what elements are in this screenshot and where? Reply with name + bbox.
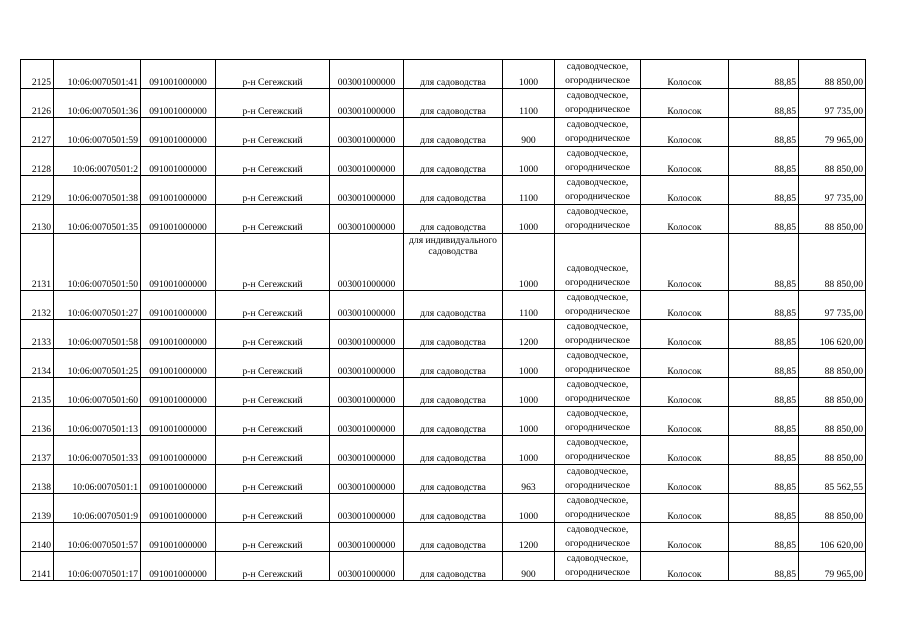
land-category-cell: садоводческое, огородническое	[555, 523, 641, 552]
specific-value-cell: 88,85	[729, 234, 799, 291]
oktmo-code-cell: 003001000000	[330, 494, 404, 523]
land-use-purpose-cell: для садоводства	[404, 176, 503, 205]
land-category-cell: садоводческое, огородническое	[555, 118, 641, 147]
cadastral-number-cell: 10:06:0070501:60	[54, 378, 141, 407]
area-cell: 1000	[503, 234, 555, 291]
row-number-cell: 2139	[21, 494, 54, 523]
row-number-cell: 2140	[21, 523, 54, 552]
row-number-cell: 2136	[21, 407, 54, 436]
okato-code-cell: 091001000000	[141, 378, 216, 407]
area-cell: 900	[503, 118, 555, 147]
land-category-cell: садоводческое, огородническое	[555, 552, 641, 581]
row-number-cell: 2130	[21, 205, 54, 234]
district-cell: р-н Сегежский	[216, 494, 330, 523]
cadastral-value-cell: 97 735,00	[799, 89, 866, 118]
land-use-purpose-cell: для садоводства	[404, 494, 503, 523]
cadastral-value-cell: 97 735,00	[799, 176, 866, 205]
cadastral-number-cell: 10:06:0070501:2	[54, 147, 141, 176]
cadastral-number-cell: 10:06:0070501:9	[54, 494, 141, 523]
district-cell: р-н Сегежский	[216, 523, 330, 552]
land-category-cell: садоводческое, огородническое	[555, 349, 641, 378]
okato-code-cell: 091001000000	[141, 349, 216, 378]
row-number-cell: 2126	[21, 89, 54, 118]
land-use-purpose-cell: для садоводства	[404, 205, 503, 234]
land-use-purpose-cell: для садоводства	[404, 523, 503, 552]
row-number-cell: 2137	[21, 436, 54, 465]
row-number-cell: 2134	[21, 349, 54, 378]
oktmo-code-cell: 003001000000	[330, 291, 404, 320]
table-row	[21, 523, 866, 552]
specific-value-cell: 88,85	[729, 60, 799, 89]
land-category-cell: садоводческое, огородническое	[555, 89, 641, 118]
specific-value-cell: 88,85	[729, 552, 799, 581]
cadastral-value-cell: 88 850,00	[799, 234, 866, 291]
specific-value-cell: 88,85	[729, 465, 799, 494]
area-cell: 900	[503, 552, 555, 581]
area-cell: 1000	[503, 494, 555, 523]
okato-code-cell: 091001000000	[141, 407, 216, 436]
oktmo-code-cell: 003001000000	[330, 60, 404, 89]
land-category-cell: садоводческое, огородническое	[555, 494, 641, 523]
area-cell: 1200	[503, 320, 555, 349]
oktmo-code-cell: 003001000000	[330, 320, 404, 349]
cadastral-number-cell: 10:06:0070501:25	[54, 349, 141, 378]
cadastral-number-cell: 10:06:0070501:38	[54, 176, 141, 205]
settlement-cell: Колосок	[641, 552, 729, 581]
okato-code-cell: 091001000000	[141, 118, 216, 147]
okato-code-cell: 091001000000	[141, 552, 216, 581]
land-category-cell: садоводческое, огородническое	[555, 378, 641, 407]
specific-value-cell: 88,85	[729, 320, 799, 349]
cadastral-number-cell: 10:06:0070501:17	[54, 552, 141, 581]
oktmo-code-cell: 003001000000	[330, 89, 404, 118]
land-use-purpose-cell: для садоводства	[404, 89, 503, 118]
okato-code-cell: 091001000000	[141, 234, 216, 291]
land-use-purpose-cell: для садоводства	[404, 349, 503, 378]
land-category-cell: садоводческое, огородническое	[555, 176, 641, 205]
okato-code-cell: 091001000000	[141, 494, 216, 523]
district-cell: р-н Сегежский	[216, 147, 330, 176]
cadastral-value-cell: 106 620,00	[799, 523, 866, 552]
table-row	[21, 89, 866, 118]
area-cell: 1000	[503, 378, 555, 407]
land-use-purpose-cell: для садоводства	[404, 436, 503, 465]
cadastral-value-cell: 88 850,00	[799, 407, 866, 436]
row-number-cell: 2141	[21, 552, 54, 581]
row-number-cell: 2131	[21, 234, 54, 291]
oktmo-code-cell: 003001000000	[330, 234, 404, 291]
oktmo-code-cell: 003001000000	[330, 118, 404, 147]
land-category-cell: садоводческое, огородническое	[555, 436, 641, 465]
specific-value-cell: 88,85	[729, 147, 799, 176]
district-cell: р-н Сегежский	[216, 176, 330, 205]
table-row	[21, 407, 866, 436]
area-cell: 1000	[503, 349, 555, 378]
oktmo-code-cell: 003001000000	[330, 436, 404, 465]
cadastral-value-cell: 88 850,00	[799, 60, 866, 89]
table-row	[21, 320, 866, 349]
oktmo-code-cell: 003001000000	[330, 552, 404, 581]
specific-value-cell: 88,85	[729, 176, 799, 205]
row-number-cell: 2132	[21, 291, 54, 320]
land-category-cell: садоводческое, огородническое	[555, 320, 641, 349]
land-category-cell: садоводческое, огородническое	[555, 60, 641, 89]
settlement-cell: Колосок	[641, 378, 729, 407]
land-cadastral-value-table	[20, 59, 866, 581]
table-row	[21, 494, 866, 523]
row-number-cell: 2138	[21, 465, 54, 494]
table-row	[21, 291, 866, 320]
table-row	[21, 465, 866, 494]
district-cell: р-н Сегежский	[216, 205, 330, 234]
district-cell: р-н Сегежский	[216, 465, 330, 494]
area-cell: 1100	[503, 176, 555, 205]
settlement-cell: Колосок	[641, 89, 729, 118]
table-row	[21, 60, 866, 89]
okato-code-cell: 091001000000	[141, 89, 216, 118]
okato-code-cell: 091001000000	[141, 523, 216, 552]
table-row	[21, 118, 866, 147]
specific-value-cell: 88,85	[729, 494, 799, 523]
land-use-purpose-cell: для садоводства	[404, 378, 503, 407]
settlement-cell: Колосок	[641, 118, 729, 147]
district-cell: р-н Сегежский	[216, 89, 330, 118]
cadastral-number-cell: 10:06:0070501:50	[54, 234, 141, 291]
district-cell: р-н Сегежский	[216, 436, 330, 465]
settlement-cell: Колосок	[641, 60, 729, 89]
cadastral-number-cell: 10:06:0070501:59	[54, 118, 141, 147]
settlement-cell: Колосок	[641, 291, 729, 320]
cadastral-value-cell: 79 965,00	[799, 552, 866, 581]
specific-value-cell: 88,85	[729, 89, 799, 118]
specific-value-cell: 88,85	[729, 349, 799, 378]
oktmo-code-cell: 003001000000	[330, 378, 404, 407]
okato-code-cell: 091001000000	[141, 465, 216, 494]
cadastral-value-cell: 88 850,00	[799, 494, 866, 523]
settlement-cell: Колосок	[641, 523, 729, 552]
okato-code-cell: 091001000000	[141, 147, 216, 176]
land-use-purpose-cell: для садоводства	[404, 60, 503, 89]
land-use-purpose-cell: для садоводства	[404, 147, 503, 176]
land-category-cell: садоводческое, огородническое	[555, 205, 641, 234]
settlement-cell: Колосок	[641, 205, 729, 234]
cadastral-value-cell: 88 850,00	[799, 205, 866, 234]
area-cell: 1100	[503, 89, 555, 118]
district-cell: р-н Сегежский	[216, 291, 330, 320]
settlement-cell: Колосок	[641, 349, 729, 378]
area-cell: 1100	[503, 291, 555, 320]
specific-value-cell: 88,85	[729, 291, 799, 320]
cadastral-number-cell: 10:06:0070501:58	[54, 320, 141, 349]
land-use-purpose-cell: для садоводства	[404, 118, 503, 147]
cadastral-value-cell: 79 965,00	[799, 118, 866, 147]
row-number-cell: 2128	[21, 147, 54, 176]
specific-value-cell: 88,85	[729, 436, 799, 465]
land-use-purpose-cell: для садоводства	[404, 552, 503, 581]
row-number-cell: 2133	[21, 320, 54, 349]
oktmo-code-cell: 003001000000	[330, 407, 404, 436]
specific-value-cell: 88,85	[729, 523, 799, 552]
cadastral-number-cell: 10:06:0070501:36	[54, 89, 141, 118]
okato-code-cell: 091001000000	[141, 291, 216, 320]
table-row	[21, 378, 866, 407]
okato-code-cell: 091001000000	[141, 436, 216, 465]
cadastral-number-cell: 10:06:0070501:1	[54, 465, 141, 494]
settlement-cell: Колосок	[641, 320, 729, 349]
cadastral-value-cell: 88 850,00	[799, 436, 866, 465]
cadastral-value-cell: 88 850,00	[799, 349, 866, 378]
settlement-cell: Колосок	[641, 494, 729, 523]
row-number-cell: 2129	[21, 176, 54, 205]
settlement-cell: Колосок	[641, 234, 729, 291]
cadastral-value-cell: 88 850,00	[799, 147, 866, 176]
cadastral-number-cell: 10:06:0070501:57	[54, 523, 141, 552]
cadastral-number-cell: 10:06:0070501:35	[54, 205, 141, 234]
land-category-cell: садоводческое, огородническое	[555, 234, 641, 291]
table-row	[21, 436, 866, 465]
district-cell: р-н Сегежский	[216, 60, 330, 89]
table-row	[21, 552, 866, 581]
district-cell: р-н Сегежский	[216, 407, 330, 436]
settlement-cell: Колосок	[641, 147, 729, 176]
table-row	[21, 205, 866, 234]
land-use-purpose-cell: для садоводства	[404, 407, 503, 436]
row-number-cell: 2127	[21, 118, 54, 147]
area-cell: 963	[503, 465, 555, 494]
area-cell: 1000	[503, 60, 555, 89]
table-row	[21, 147, 866, 176]
land-use-purpose-cell: для садоводства	[404, 320, 503, 349]
area-cell: 1200	[503, 523, 555, 552]
oktmo-code-cell: 003001000000	[330, 176, 404, 205]
area-cell: 1000	[503, 147, 555, 176]
cadastral-value-cell: 97 735,00	[799, 291, 866, 320]
table-row	[21, 349, 866, 378]
oktmo-code-cell: 003001000000	[330, 205, 404, 234]
area-cell: 1000	[503, 436, 555, 465]
settlement-cell: Колосок	[641, 176, 729, 205]
specific-value-cell: 88,85	[729, 378, 799, 407]
area-cell: 1000	[503, 407, 555, 436]
cadastral-number-cell: 10:06:0070501:33	[54, 436, 141, 465]
district-cell: р-н Сегежский	[216, 378, 330, 407]
land-use-purpose-cell: для индивидуального садоводства	[404, 234, 503, 291]
district-cell: р-н Сегежский	[216, 552, 330, 581]
row-number-cell: 2125	[21, 60, 54, 89]
district-cell: р-н Сегежский	[216, 118, 330, 147]
cadastral-value-cell: 88 850,00	[799, 378, 866, 407]
specific-value-cell: 88,85	[729, 205, 799, 234]
land-category-cell: садоводческое, огородническое	[555, 147, 641, 176]
okato-code-cell: 091001000000	[141, 205, 216, 234]
table-row	[21, 234, 866, 291]
land-category-cell: садоводческое, огородническое	[555, 407, 641, 436]
cadastral-value-cell: 106 620,00	[799, 320, 866, 349]
oktmo-code-cell: 003001000000	[330, 349, 404, 378]
cadastral-number-cell: 10:06:0070501:27	[54, 291, 141, 320]
specific-value-cell: 88,85	[729, 407, 799, 436]
settlement-cell: Колосок	[641, 465, 729, 494]
cadastral-number-cell: 10:06:0070501:13	[54, 407, 141, 436]
okato-code-cell: 091001000000	[141, 176, 216, 205]
district-cell: р-н Сегежский	[216, 349, 330, 378]
area-cell: 1000	[503, 205, 555, 234]
land-category-cell: садоводческое, огородническое	[555, 465, 641, 494]
table-row	[21, 176, 866, 205]
land-use-purpose-cell: для садоводства	[404, 291, 503, 320]
oktmo-code-cell: 003001000000	[330, 523, 404, 552]
land-category-cell: садоводческое, огородническое	[555, 291, 641, 320]
specific-value-cell: 88,85	[729, 118, 799, 147]
district-cell: р-н Сегежский	[216, 234, 330, 291]
land-use-purpose-cell: для садоводства	[404, 465, 503, 494]
oktmo-code-cell: 003001000000	[330, 465, 404, 494]
district-cell: р-н Сегежский	[216, 320, 330, 349]
row-number-cell: 2135	[21, 378, 54, 407]
cadastral-value-cell: 85 562,55	[799, 465, 866, 494]
settlement-cell: Колосок	[641, 436, 729, 465]
okato-code-cell: 091001000000	[141, 320, 216, 349]
cadastral-number-cell: 10:06:0070501:41	[54, 60, 141, 89]
oktmo-code-cell: 003001000000	[330, 147, 404, 176]
settlement-cell: Колосок	[641, 407, 729, 436]
okato-code-cell: 091001000000	[141, 60, 216, 89]
